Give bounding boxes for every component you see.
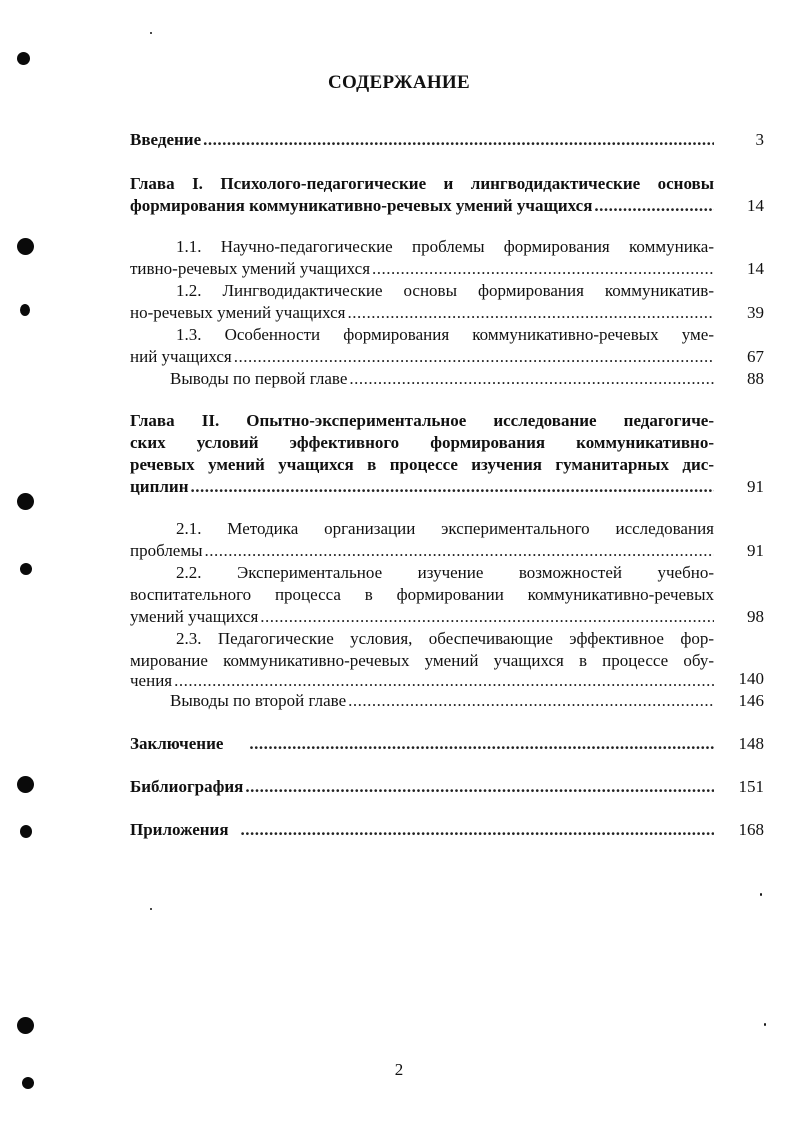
chapter-1-heading-cont[interactable]: формирования коммуникативно-речевых умений учащихся ..... [130, 195, 714, 217]
leader-dots [174, 670, 714, 692]
toc-page-number: 88 [747, 369, 764, 388]
toc-entry-1-3[interactable]: 1.3. Особенности формирования коммуникативно-речевых уме- [176, 325, 714, 344]
toc-entry-1-2[interactable]: 1.2. Лингводидактические основы формирования коммуникатив- [176, 281, 714, 300]
scan-speck [150, 908, 152, 910]
toc-entry-2-2[interactable]: 2.2. Экспериментальное изучение возможностей учебно- [176, 563, 714, 582]
toc-entry-1-2-cont[interactable]: но-речевых умений учащихся ..... [130, 302, 714, 324]
leader-dots [241, 819, 714, 841]
leader-dots [205, 540, 714, 562]
punch-hole-mark [20, 563, 32, 575]
toc-page-number: 146 [738, 691, 764, 710]
toc-entry-label: Введение [130, 130, 202, 149]
chapter-2-heading[interactable]: Глава II. Опытно-экспериментальное исследование педагогиче- [130, 411, 714, 430]
leader-dots [372, 258, 714, 280]
toc-entry-2-2-cont[interactable]: воспитательного процесса в формировании коммуникативно-речевых [130, 585, 714, 604]
scan-speck [760, 893, 762, 896]
punch-hole-mark [20, 304, 30, 316]
leader-dots [203, 129, 714, 151]
punch-hole-mark [17, 776, 34, 793]
toc-page-number: 14 [747, 259, 764, 278]
chapter-2-heading-cont[interactable]: циплин ..... [130, 476, 714, 498]
toc-entry-appendix[interactable]: Приложения ..... [130, 819, 714, 841]
punch-hole-mark [17, 52, 30, 65]
toc-page-number: 39 [747, 303, 764, 322]
toc-entry-2-3[interactable]: 2.3. Педагогические условия, обеспечивающие эффективное фор- [176, 629, 714, 648]
leader-dots [348, 690, 714, 712]
scan-speck [764, 1023, 766, 1026]
toc-page-number: 140 [738, 669, 764, 688]
toc-entry-2-2-cont[interactable]: умений учащихся ..... [130, 606, 714, 628]
chapter-2-heading-cont[interactable]: ских условий эффективного формирования коммуникативно- [130, 433, 714, 452]
toc-entry-1-1[interactable]: 1.1. Научно-педагогические проблемы формирования коммуника- [176, 237, 714, 256]
leader-dots [191, 476, 714, 498]
toc-page-number: 151 [738, 777, 764, 796]
toc-entry-2-3-cont[interactable]: мирование коммуникативно-речевых умений учащихся в процессе обу- [130, 651, 714, 670]
leader-dots [349, 368, 714, 390]
toc-page-number: 148 [738, 734, 764, 753]
leader-dots [245, 776, 714, 798]
chapter-2-heading-cont[interactable]: речевых умений учащихся в процессе изучения гуманитарных дис- [130, 455, 714, 474]
leader-dots [347, 302, 714, 324]
toc-entry-intro[interactable] [130, 129, 714, 151]
toc-page-number: 168 [738, 820, 764, 839]
punch-hole-mark [20, 825, 32, 838]
punch-hole-mark [17, 238, 34, 255]
toc-entry-2-3-cont[interactable]: чения ..... [130, 670, 714, 692]
leader-dots [234, 346, 714, 368]
toc-entry-1-1-cont[interactable]: тивно-речевых умений учащихся ..... [130, 258, 714, 280]
toc-entry-chapter-2-conclusion[interactable]: Выводы по второй главе ..... [170, 690, 714, 712]
toc-page-number: 67 [747, 347, 764, 366]
leader-dots [594, 195, 714, 217]
punch-hole-mark [17, 1017, 34, 1034]
leader-dots [249, 733, 714, 755]
toc-entry-chapter-1-conclusion[interactable]: Выводы по первой главе ..... [170, 368, 714, 390]
toc-page-number: 3 [755, 130, 764, 149]
scan-speck [150, 32, 152, 34]
punch-hole-mark [17, 493, 34, 510]
toc-page-number: 91 [747, 541, 764, 560]
toc-entry-2-1-cont[interactable]: проблемы ..... [130, 540, 714, 562]
toc-entry-conclusion[interactable]: Заключение ..... [130, 733, 714, 755]
leader-dots [260, 606, 714, 628]
toc-entry-1-3-cont[interactable]: ний учащихся ..... [130, 346, 714, 368]
toc-page-number: 14 [747, 196, 764, 215]
page-number-footer: 2 [394, 1060, 404, 1079]
toc-entry-bibliography[interactable]: Библиография ..... [130, 776, 714, 798]
toc-entry-2-1[interactable]: 2.1. Методика организации экспериментального исследования [176, 519, 714, 538]
page-title: СОДЕРЖАНИЕ [328, 72, 470, 93]
toc-page-number: 91 [747, 477, 764, 496]
toc-page-number: 98 [747, 607, 764, 626]
chapter-1-heading[interactable]: Глава I. Психолого-педагогические и лингводидактические основы [130, 174, 714, 193]
